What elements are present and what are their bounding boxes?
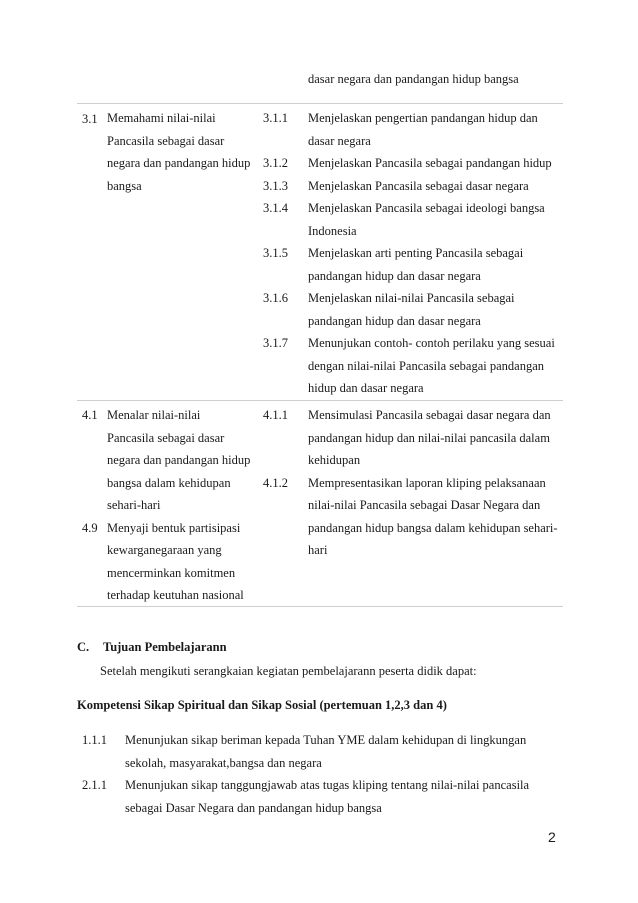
list-item: [263, 265, 555, 288]
list-item: [263, 197, 555, 220]
indicator-line: Menjelaskan arti penting Pancasila sebagai: [308, 246, 524, 260]
indicator-line: hari: [308, 543, 328, 557]
objective-number: 1.1.1: [82, 733, 107, 747]
kd-line: negara dan pandangan hidup: [107, 156, 251, 170]
indicator-list: [263, 404, 558, 562]
kd-line: terhadap keutuhan nasional: [107, 588, 244, 602]
indicator-line: Menunjukan contoh- contoh perilaku yang sesuai: [308, 336, 555, 350]
indicator-line: dengan nilai-nilai Pancasila sebagai pandangan: [308, 358, 545, 373]
indicator-line: Menjelaskan Pancasila sebagai dasar negara: [308, 178, 529, 193]
indicator-number: 3.1.5: [263, 246, 288, 260]
kd-line: sehari-hari: [107, 498, 161, 512]
section-heading: [77, 640, 227, 655]
indicator-number: 3.1.7: [263, 336, 288, 350]
objective-line: Menunjukan sikap beriman kepada Tuhan YME dalam kehidupan di lingkungan: [125, 733, 527, 747]
indicator-number: 3.1.3: [263, 178, 288, 193]
list-item: [263, 332, 555, 355]
list-item: [263, 494, 558, 517]
indicator-line: Mensimulasi Pancasila sebagai dasar negara dan: [308, 408, 551, 422]
kd-line: negara dan pandangan hidup: [107, 453, 251, 467]
objective-list: [82, 729, 529, 819]
section-letter: C.: [77, 640, 90, 654]
list-item: [82, 774, 529, 797]
list-item: [82, 752, 529, 775]
list-item: [263, 220, 555, 243]
indicator-number: 4.1.2: [263, 475, 288, 490]
table-divider: [77, 103, 563, 104]
kd-line: 4.9 Menyaji bentuk partisipasi: [82, 517, 250, 540]
kd-line: Memahami nilai-nilai: [107, 111, 216, 125]
kd-number: 3.1: [82, 112, 98, 126]
indicator-number: 3.1.1: [263, 111, 288, 125]
indicator-number: 3.1.6: [263, 291, 288, 305]
indicator-line: Menjelaskan Pancasila sebagai ideologi bangsa: [308, 201, 545, 215]
list-item: [263, 404, 558, 427]
objective-number: 2.1.1: [82, 778, 107, 792]
indicator-line: pandangan hidup dan dasar negara: [308, 268, 481, 283]
list-item: [263, 517, 558, 540]
indicator-number: 3.1.2: [263, 156, 288, 170]
list-item: [263, 449, 558, 472]
table-divider: [77, 400, 563, 401]
list-item: [82, 797, 529, 820]
section-intro: Setelah mengikuti serangkaian kegiatan pembelajarann peserta didik dapat:: [100, 664, 477, 678]
list-item: [263, 107, 555, 130]
kd-text: [107, 107, 250, 197]
objective-line: sebagai Dasar Negara dan pandangan hidup bangsa: [125, 800, 382, 815]
kd-number: 4.9: [82, 520, 98, 535]
indicator-line: Menjelaskan Pancasila sebagai pandangan hidup: [308, 156, 552, 170]
indicator-line: dasar negara: [308, 133, 371, 148]
indicator-list: [263, 107, 555, 400]
kd-text: [82, 404, 250, 607]
kompetensi-heading: Kompetensi Sikap Spiritual dan Sikap Sosial (pertemuan 1,2,3 dan 4): [77, 698, 447, 712]
indicator-line: pandangan hidup dan nilai-nilai pancasila dalam: [308, 430, 550, 445]
indicator-line: Menjelaskan nilai-nilai Pancasila sebagai: [308, 291, 515, 305]
list-item: [263, 287, 555, 310]
list-item: [263, 472, 558, 495]
indicator-line: Mempresentasikan laporan kliping pelaksanaan: [308, 475, 546, 490]
kd-line: Pancasila sebagai dasar: [107, 430, 225, 445]
list-item: [263, 427, 558, 450]
indicator-continuation: dasar negara dan pandangan hidup bangsa: [308, 72, 519, 86]
list-item: [263, 130, 555, 153]
indicator-number: 4.1.1: [263, 408, 288, 422]
kd-line: mencerminkan komitmen: [107, 565, 236, 580]
list-item: [263, 539, 558, 562]
list-item: [263, 242, 555, 265]
indicator-line: kehidupan: [308, 453, 361, 467]
indicator-line: Menjelaskan pengertian pandangan hidup dan: [308, 111, 538, 125]
objective-line: Menunjukan sikap tanggungjawab atas tugas kliping tentang nilai-nilai pancasila: [125, 778, 530, 792]
list-item: [263, 355, 555, 378]
indicator-line: pandangan hidup dan dasar negara: [308, 313, 481, 328]
objective-line: sekolah, masyarakat,bangsa dan negara: [125, 755, 322, 770]
indicator-number: 3.1.4: [263, 201, 288, 215]
kd-line: bangsa dalam kehidupan: [107, 475, 231, 490]
indicator-line: Indonesia: [308, 223, 357, 238]
indicator-line: pandangan hidup bangsa dalam kehidupan sehari-: [308, 520, 558, 535]
list-item: [263, 175, 555, 198]
indicator-line: nilai-nilai Pancasila sebagai Dasar Negara dan: [308, 498, 541, 512]
section-title: Tujuan Pembelajarann: [103, 640, 227, 654]
indicator-line: hidup dan dasar negara: [308, 381, 424, 395]
kd-line: Pancasila sebagai dasar: [107, 133, 225, 148]
list-item: [263, 310, 555, 333]
table-divider: [77, 606, 563, 607]
list-item: [263, 152, 555, 175]
kd-number: 4.1: [82, 408, 98, 422]
kd-line: bangsa: [107, 178, 142, 193]
list-item: [263, 377, 555, 400]
kd-line: kewarganegaraan yang: [107, 543, 222, 557]
page-number: 2: [548, 829, 556, 845]
kd-line: 4.1 Menalar nilai-nilai: [82, 404, 250, 427]
list-item: [82, 729, 529, 752]
